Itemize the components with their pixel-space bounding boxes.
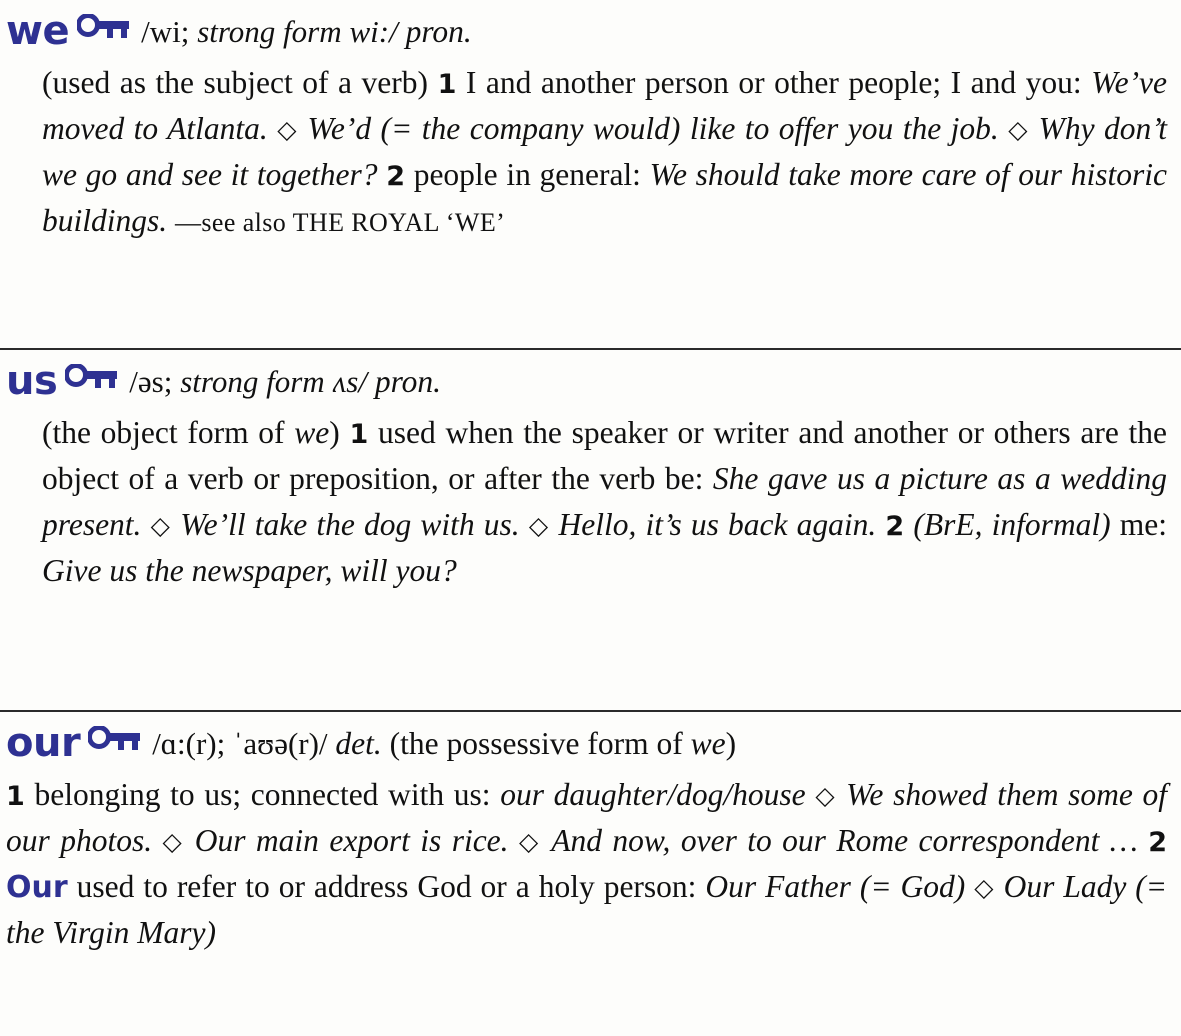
example-separator-icon: ◇: [528, 513, 550, 541]
example-separator-icon: ◇: [162, 829, 185, 857]
cross-reference-we[interactable]: —see also THE ROYAL ‘WE’: [175, 208, 506, 238]
sense-definition-1: I and another person or other people; I and you:: [465, 65, 1082, 101]
example-separator-icon: ◇: [277, 117, 299, 145]
example-1-1: She gave us a picture as a wedding present.: [42, 461, 1167, 543]
headword-us: us: [6, 358, 58, 404]
entry-us-body: [6, 352, 1167, 594]
sense-number-2: 2: [885, 511, 905, 543]
sense-number-2: 2: [1148, 827, 1167, 859]
sense-definition-1: used when the speaker or writer and another or others are the object of a verb or preposition, or after the verb be:: [42, 415, 1168, 497]
example-separator-icon: ◇: [974, 875, 995, 903]
sense-definition-1: belonging to us; connected with us:: [34, 777, 491, 813]
example-1-1: our daughter/dog/house: [500, 777, 806, 813]
example-1-2: We’ll take the dog with us.: [180, 507, 520, 543]
sense-keyword-2: Our: [6, 870, 68, 906]
example-1-3: Why don’t we go and see it together?: [42, 111, 1168, 193]
dictionary-entry-our: [0, 710, 1181, 1036]
pron-strong-our: ˈaʊə(r)/: [233, 726, 328, 761]
pronunciation-our: /ɑ:(r);: [152, 726, 226, 761]
part-of-speech-us: pron.: [374, 364, 442, 399]
pron-note-we: strong form: [197, 14, 342, 49]
entry-we-senses: [6, 60, 1167, 244]
sense-number-1: 1: [6, 781, 25, 813]
headword-we: we: [6, 8, 70, 54]
grammar-note-our-open: (the possessive form of: [389, 726, 691, 761]
grammar-note-our-close: ): [725, 726, 737, 761]
example-2-2: Our Lady (= the Virgin Mary): [6, 869, 1168, 951]
key-icon: [77, 14, 135, 40]
example-1-4: And now, over to our Rome correspondent …: [551, 823, 1138, 859]
example-separator-icon: ◇: [150, 513, 172, 541]
entry-our-body: [6, 714, 1167, 956]
part-of-speech-we: pron.: [405, 14, 472, 49]
entry-us-senses: [6, 410, 1167, 594]
example-separator-icon: ◇: [815, 783, 837, 811]
grammar-note-we: (used as the subject of a verb): [42, 65, 429, 101]
pronunciation-us: /əs;: [129, 364, 173, 399]
entry-our-headline: [6, 714, 1167, 772]
example-2-1: We should take more care of our historic buildings.: [42, 157, 1167, 239]
entry-our-senses: [6, 772, 1167, 956]
sense-number-2: 2: [386, 161, 406, 193]
example-1-3: Our main export is rice.: [194, 823, 509, 859]
dictionary-entry-we: [0, 0, 1181, 348]
example-2-1: Give us the newspaper, will you?: [42, 553, 457, 589]
entry-we-headline: [6, 2, 1167, 60]
dictionary-entry-us: [0, 348, 1181, 710]
key-icon: [65, 364, 123, 390]
sense-number-1: 1: [349, 419, 369, 451]
example-1-1: We’ve moved to Atlanta.: [42, 65, 1168, 147]
example-1-3: Hello, it’s us back again.: [558, 507, 877, 543]
example-separator-icon: ◇: [1008, 117, 1030, 145]
example-1-2: We’d (= the company would) like to offer you the job.: [307, 111, 999, 147]
pron-note-us: strong form: [180, 364, 325, 399]
sense-definition-2: people in general:: [413, 157, 641, 193]
pronunciation-we: /wi;: [141, 14, 190, 49]
sense-definition-2: used to refer to or address God or a holy person:: [76, 869, 697, 905]
sense-definition-2: me:: [1119, 507, 1168, 543]
entry-we-body: [6, 2, 1167, 244]
example-separator-icon: ◇: [518, 829, 541, 857]
grammar-note-our-word: we: [690, 726, 726, 761]
example-2-1: Our Father (= God): [705, 869, 966, 905]
example-1-2: We showed them some of our photos.: [6, 777, 1168, 859]
sense-label-2: (BrE, informal): [913, 507, 1111, 543]
grammar-note-us-open: (the object form of: [42, 415, 295, 451]
grammar-note-us-word: we: [294, 415, 330, 451]
pron-strong-us: ʌs/: [332, 364, 367, 399]
entry-us-headline: [6, 352, 1167, 410]
key-icon: [88, 726, 146, 752]
grammar-note-us-close: ): [329, 415, 340, 451]
sense-number-1: 1: [437, 69, 457, 101]
pron-strong-we: wi:/: [349, 14, 398, 49]
headword-our: our: [6, 720, 81, 766]
part-of-speech-our: det.: [335, 726, 382, 761]
